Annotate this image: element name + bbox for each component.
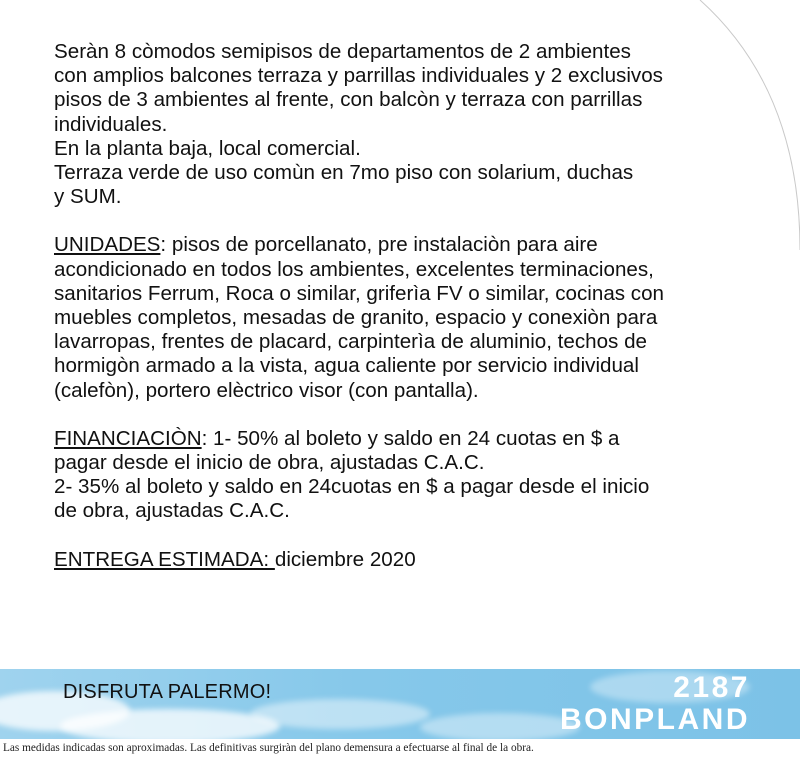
financiacion-text: : 1- 50% al boleto y saldo en 24 cuotas en $ a pagar desde el inicio de obra, ajustadas C.A.C. 2- 35% al boleto y saldo en 24cuotas en $ a pagar desde el inicio de obra, ajustadas C.A.C. bbox=[54, 426, 650, 523]
street-name: BONPLAND bbox=[560, 703, 750, 736]
financiacion-paragraph bbox=[54, 427, 774, 524]
cloud-shape bbox=[250, 699, 430, 729]
unidades-text: : pisos de porcellanato, pre instalaciòn para aire acondicionado en todos los ambientes, excelentes terminaciones, sanitarios Ferrum, Roca o similar, griferìa FV o similar, cocinas con muebles completos, mesadas de granito, espacio y conexiòn para lavarropas, frentes de placard, carpinterìa de aluminio, techos de hormigòn armado a la vista, agua caliente por servicio individual (calefòn), portero elèctrico visor (con pantalla). bbox=[54, 233, 664, 402]
cloud-shape bbox=[60, 709, 280, 739]
financiacion-label: FINANCIACIÒN bbox=[54, 426, 202, 450]
project-description bbox=[54, 40, 774, 572]
entrega-paragraph bbox=[54, 548, 774, 572]
unidades-paragraph bbox=[54, 233, 774, 402]
entrega-label: ENTREGA ESTIMADA: bbox=[54, 547, 275, 571]
entrega-text: diciembre 2020 bbox=[274, 547, 416, 571]
building-number: 2187 bbox=[673, 671, 750, 704]
sky-banner bbox=[0, 669, 800, 739]
unidades-label: UNIDADES bbox=[54, 233, 161, 257]
intro-paragraph: Seràn 8 còmodos semipisos de departamentos de 2 ambientes con amplios balcones terraza y parrillas individuales y 2 exclusivos pisos de 3 ambientes al frente, con balcòn y terraza con parrillas individuales. En la planta baja, local comercial. Terraza verde de uso comùn en 7mo piso con solarium, duchas y SUM. bbox=[54, 40, 663, 209]
cloud-shape bbox=[420, 713, 580, 739]
disclaimer-footnote: Las medidas indicadas son aproximadas. Las definitivas surgiràn del plano demensura a efectuarse al final de la obra. bbox=[3, 742, 534, 754]
slogan: DISFRUTA PALERMO! bbox=[63, 681, 272, 703]
